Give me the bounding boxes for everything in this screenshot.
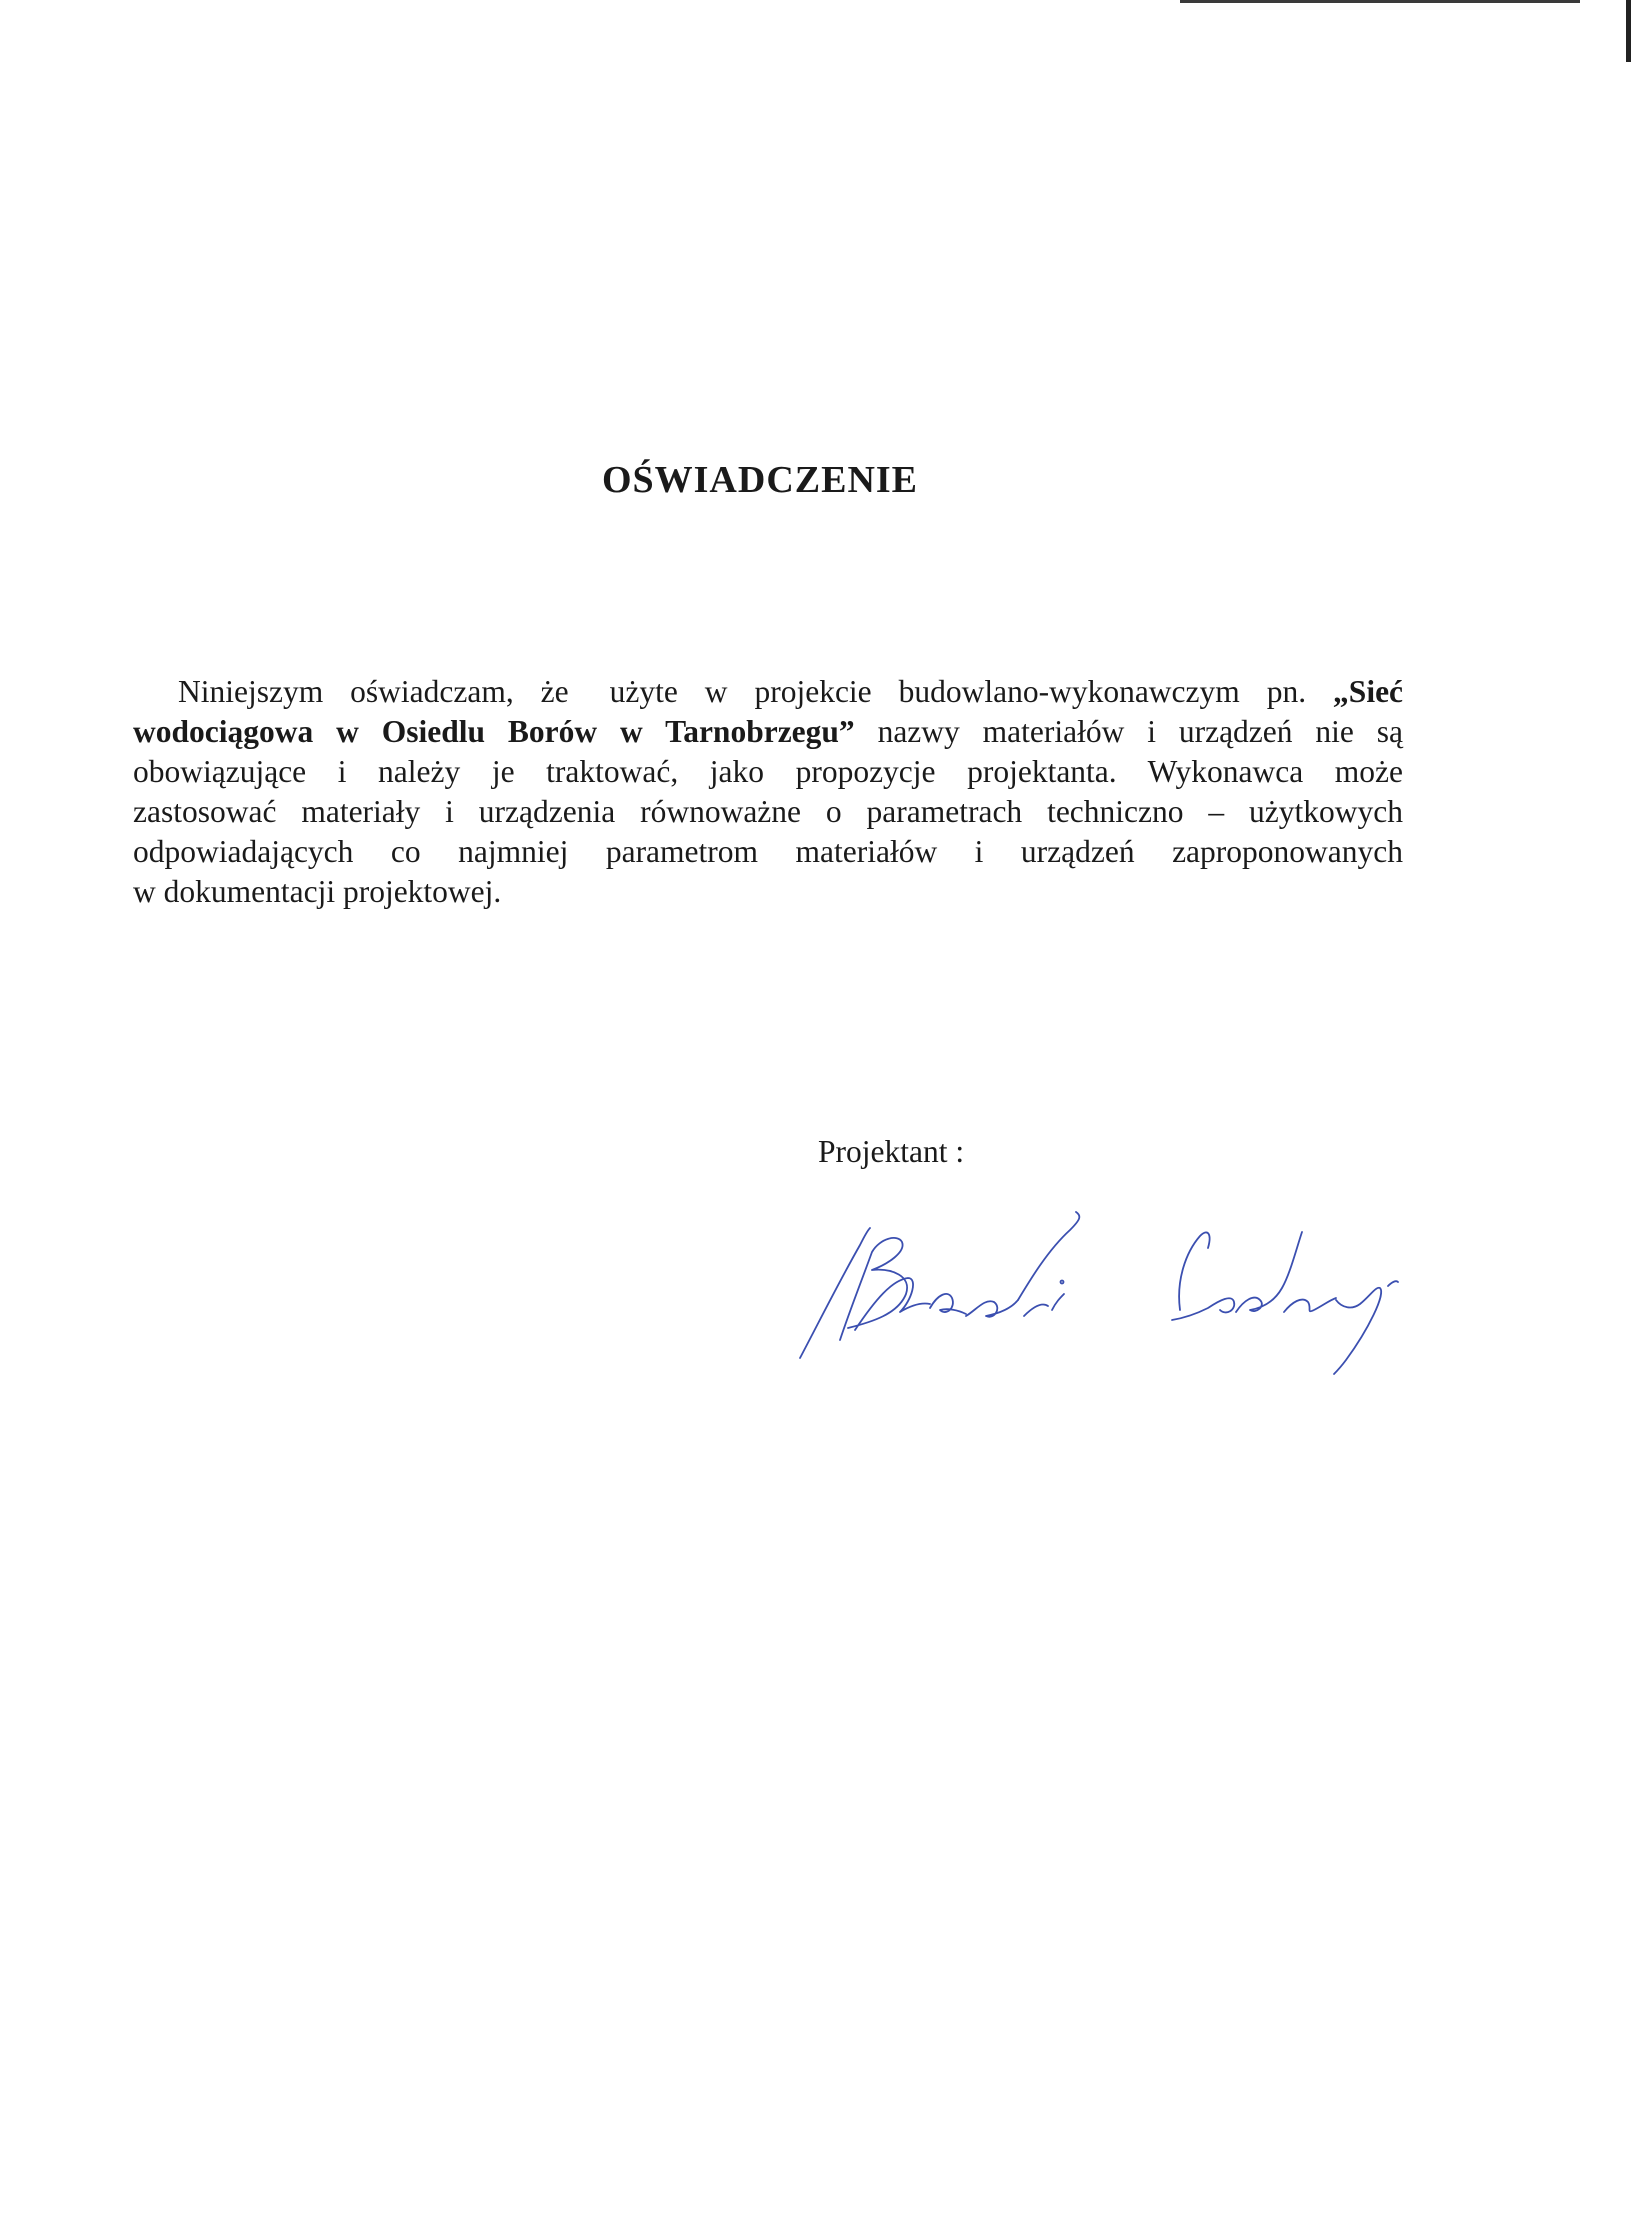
statement-paragraph [133,672,1403,912]
project-name-start: „Sieć [1333,674,1404,709]
scan-edge-top [1180,0,1580,3]
document-title: OŚWIADCZENIE [601,459,919,501]
signer-label: Projektant : [818,1134,965,1169]
handwritten-signature [780,1190,1440,1380]
project-name-end: wodociągowa w Osiedlu Borów w Tarnobrzegu” [133,714,855,749]
statement-line [133,672,1403,712]
statement-text: Niniejszym oświadczam, że [178,674,569,709]
statement-line: w dokumentacji projektowej. [133,874,502,909]
statement-line: zastosować materiały i urządzenia równoważne o parametrach techniczno – użytkowych [133,794,1403,829]
statement-line: obowiązujące i należy je traktować, jako propozycje projektanta. Wykonawca może [133,754,1403,789]
statement-line [133,712,1403,752]
statement-text: użyte w projekcie budowlano-wykonawczym pn. [609,674,1307,709]
statement-line: odpowiadających co najmniej parametrom materiałów i urządzeń zaproponowanych [133,834,1403,869]
statement-text: nazwy materiałów i urządzeń nie są [877,714,1403,749]
scan-edge-right [1626,0,1631,62]
